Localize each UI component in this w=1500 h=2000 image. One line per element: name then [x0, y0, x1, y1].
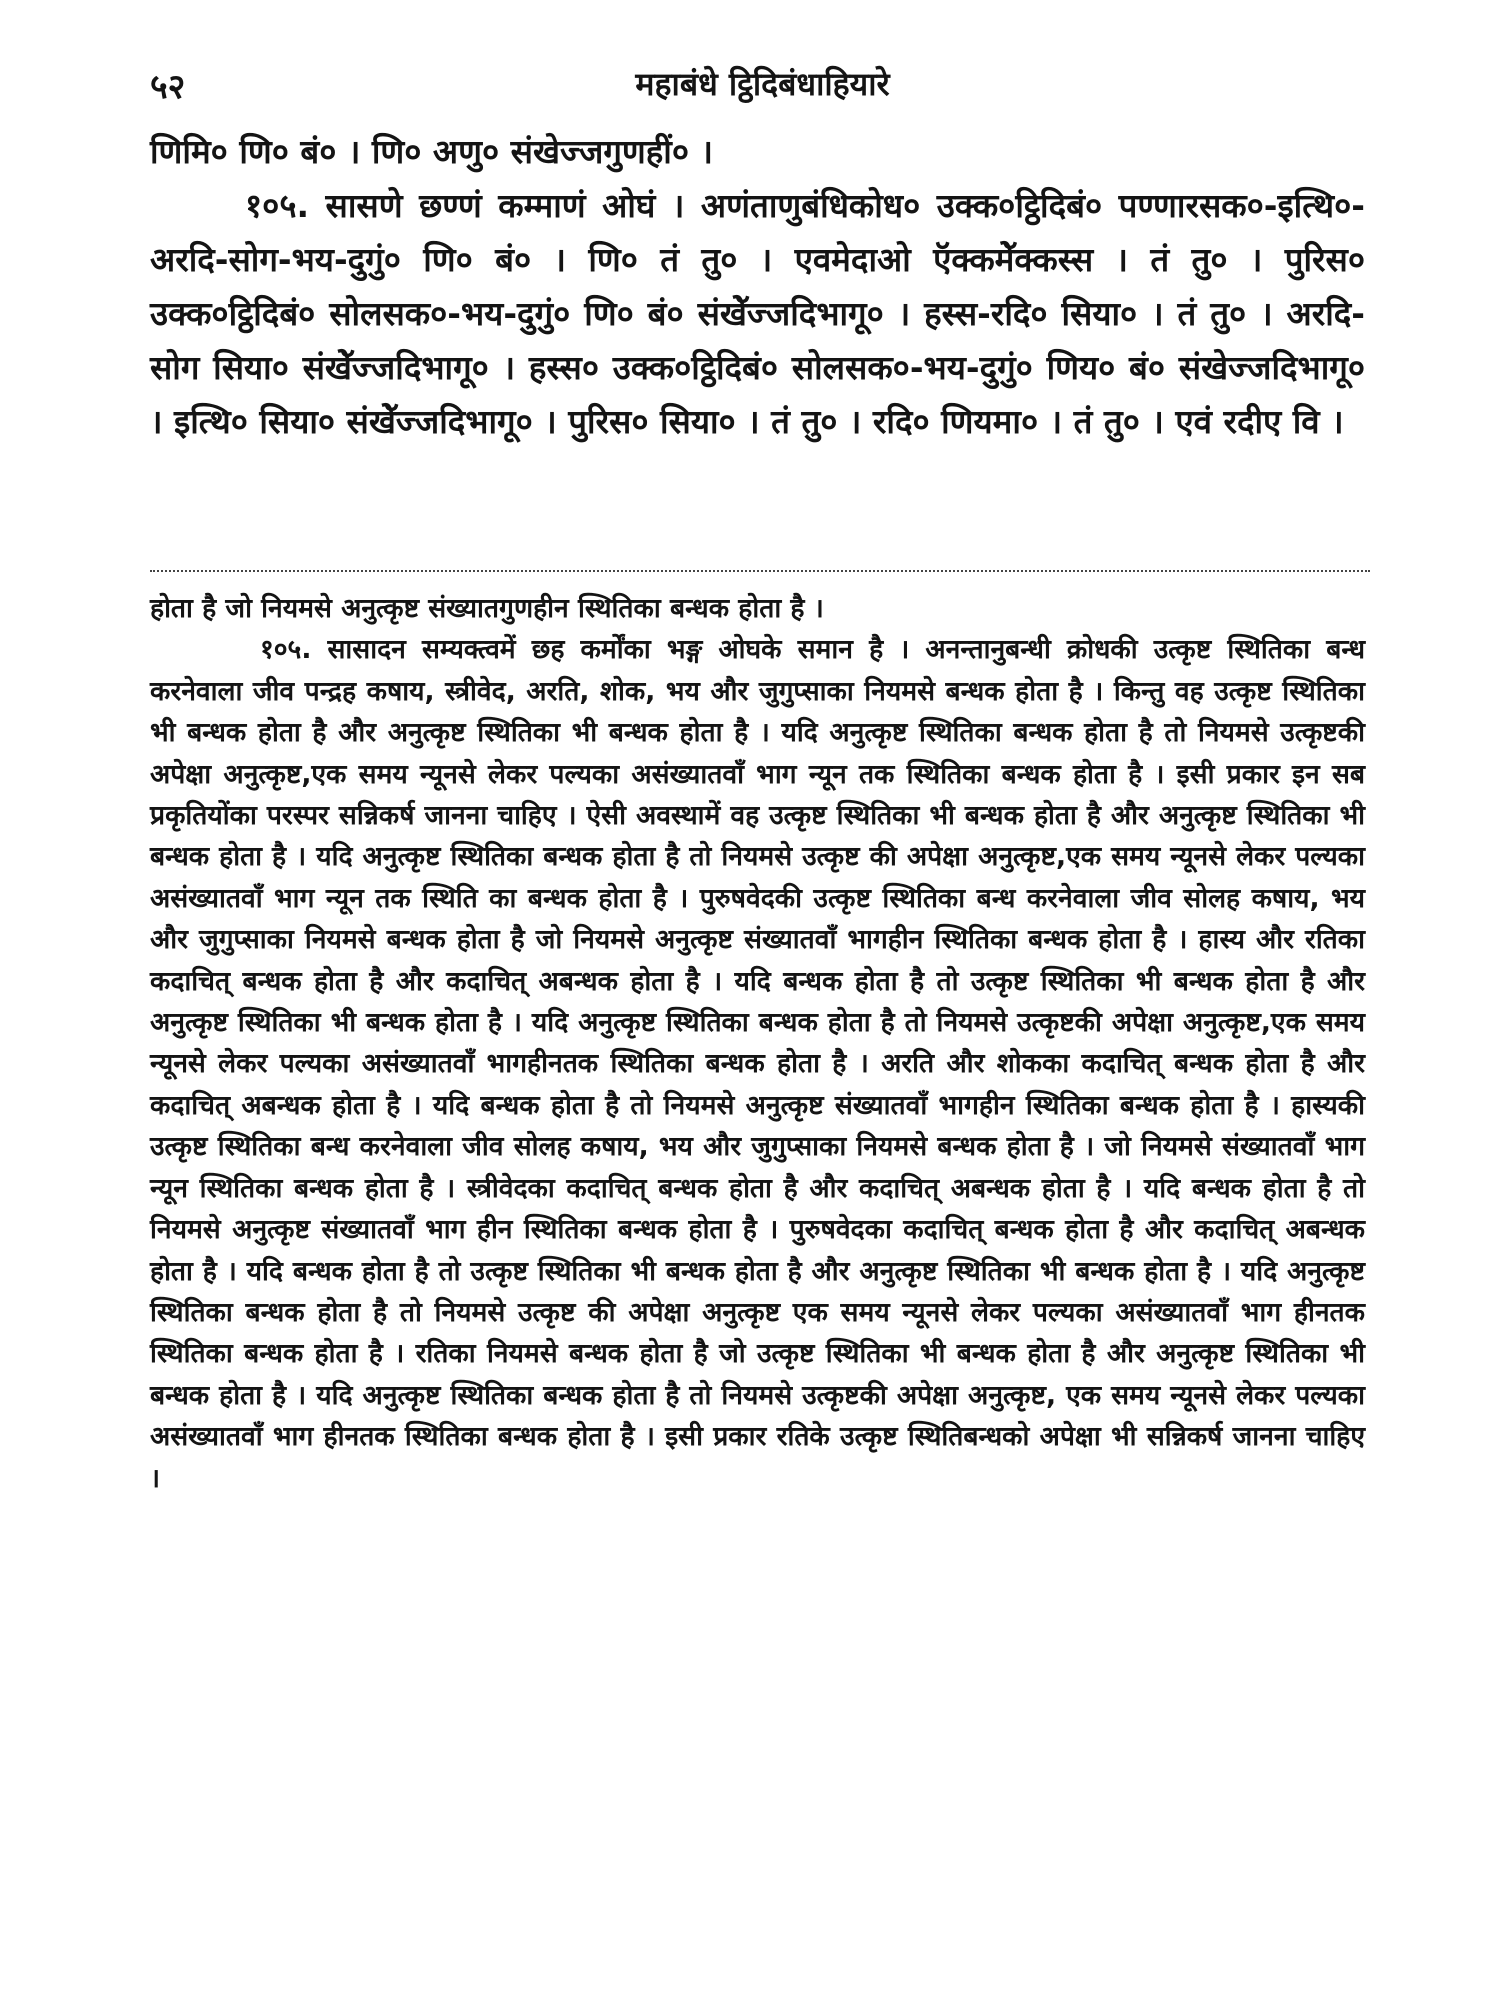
page-header — [150, 58, 1375, 118]
running-title: महाबंधे ट्ठिदिबंधाहियारे — [635, 65, 890, 103]
hindi-continuation: होता है जो नियमसे अनुत्कृष्ट संख्यातगुणहीन स्थितिका बन्धक होता है । — [150, 593, 824, 624]
prakrit-text-block — [150, 125, 1365, 449]
dotted-divider — [150, 570, 1370, 572]
hindi-paragraph-105: १०५. सासादन सम्यक्त्वमें छह कर्मोंका भङ्ग ओघके समान है । अनन्तानुबन्धी क्रोधकी उत्कृष्ट स्थितिका बन्ध करनेवाला जीव पन्द्रह कषाय, स्त्रीवेद, अरति, शोक, भय और जुगुप्साका नियमसे बन्धक होता है । किन्तु वह उत्कृष्ट स्थितिका भी बन्धक होता है और अनुत्कृष्ट स्थितिका भी बन्धक होता है । यदि अनुत्कृष्ट स्थितिका बन्धक होता है तो नियमसे उत्कृष्टकी अपेक्षा अनुत्कृष्ट,एक समय न्यूनसे लेकर पल्यका असंख्यातवाँ भाग न्यून तक स्थितिका बन्धक होता है । इसी प्रकार इन सब प्रकृतियोंका परस्पर सन्निकर्ष जानना चाहिए । ऐसी अवस्थामें वह उत्कृष्ट स्थितिका भी बन्धक होता है और अनुत्कृष्ट स्थितिका भी बन्धक होता है । यदि अनुत्कृष्ट स्थितिका बन्धक होता है तो नियमसे उत्कृष्ट की अपेक्षा अनुत्कृष्ट,एक समय न्यूनसे लेकर पल्यका असंख्यातवाँ भाग न्यून तक स्थिति का बन्धक होता है । पुरुषवेदकी उत्कृष्ट स्थितिका बन्ध करनेवाला जीव सोलह कषाय, भय और जुगुप्साका नियमसे बन्धक होता है जो नियमसे अनुत्कृष्ट संख्यातवाँ भागहीन स्थितिका बन्धक होता है । हास्य और रतिका कदाचित् बन्धक होता है और कदाचित् अबन्धक होता है । यदि बन्धक होता है तो उत्कृष्ट स्थितिका भी बन्धक होता है और अनुत्कृष्ट स्थितिका भी बन्धक होता है । यदि अनुत्कृष्ट स्थितिका बन्धक होता है तो नियमसे उत्कृष्टकी अपेक्षा अनुत्कृष्ट,एक समय न्यूनसे लेकर पल्यका असंख्यातवाँ भागहीनतक स्थितिका बन्धक होता है । अरति और शोकका कदाचित् बन्धक होता है और कदाचित् अबन्धक होता है । यदि बन्धक होता है तो नियमसे अनुत्कृष्ट संख्यातवाँ भागहीन स्थितिका बन्धक होता है । हास्यकी उत्कृष्ट स्थितिका बन्ध करनेवाला जीव सोलह कषाय, भय और जुगुप्साका नियमसे बन्धक होता है । जो नियमसे संख्यातवाँ भाग न्यून स्थितिका बन्धक होता है । स्त्रीवेदका कदाचित् बन्धक होता है और कदाचित् अबन्धक होता है । यदि बन्धक होता है तो नियमसे अनुत्कृष्ट संख्यातवाँ भाग हीन स्थितिका बन्धक होता है । पुरुषवेदका कदाचित् बन्धक होता है और कदाचित् अबन्धक होता है । यदि बन्धक होता है तो उत्कृष्ट स्थितिका भी बन्धक होता है और अनुत्कृष्ट स्थितिका भी बन्धक होता है । यदि अनुत्कृष्ट स्थितिका बन्धक होता है तो नियमसे उत्कृष्ट की अपेक्षा अनुत्कृष्ट एक समय न्यूनसे लेकर पल्यका असंख्यातवाँ भाग हीनतक स्थितिका बन्धक होता है । रतिका नियमसे बन्धक होता है जो उत्कृष्ट स्थितिका भी बन्धक होता है और अनुत्कृष्ट स्थितिका भी बन्धक होता है । यदि अनुत्कृष्ट स्थितिका बन्धक होता है तो नियमसे उत्कृष्टकी अपेक्षा अनुत्कृष्ट, एक समय न्यूनसे लेकर पल्यका असंख्यातवाँ भाग हीनतक स्थितिका बन्धक होता है । इसी प्रकार रतिके उत्कृष्ट स्थितिबन्धको अपेक्षा भी सन्निकर्ष जानना चाहिए । — [150, 634, 1365, 1494]
prakrit-paragraph-105: १०५. सासणे छण्णं कम्माणं ओघं । अणंताणुबंधिकोध० उक्क०ट्ठिदिबं० पण्णारसक०-इत्थि०-अरदि-सोग-भय-दुगुं० णि० बं० । णि० तं तु० । एवमेदाओ ऍक्कमेॅक्कस्स । तं तु० । पुरिस० उक्क०ट्ठिदिबं० सोलसक०-भय-दुगुं० णि० बं० संखेॅज्जदिभागू० । हस्स-रदि० सिया० । तं तु० । अरदि-सोग सिया० संखेॅज्जदिभागू० । हस्स० उक्क०ट्ठिदिबं० सोलसक०-भय-दुगुं० णिय० बं० संखेज्जदिभागू० । इत्थि० सिया० संखेॅज्जदिभागू० । पुरिस० सिया० । तं तु० । रदि० णियमा० । तं तु० । एवं रदीए वि । — [150, 186, 1365, 441]
page-number: ५२ — [150, 67, 186, 107]
hindi-translation-block — [150, 588, 1365, 1499]
prakrit-continuation: णिमि० णि० बं० । णि० अणु० संखेज्जगुणहीं० । — [150, 132, 713, 171]
